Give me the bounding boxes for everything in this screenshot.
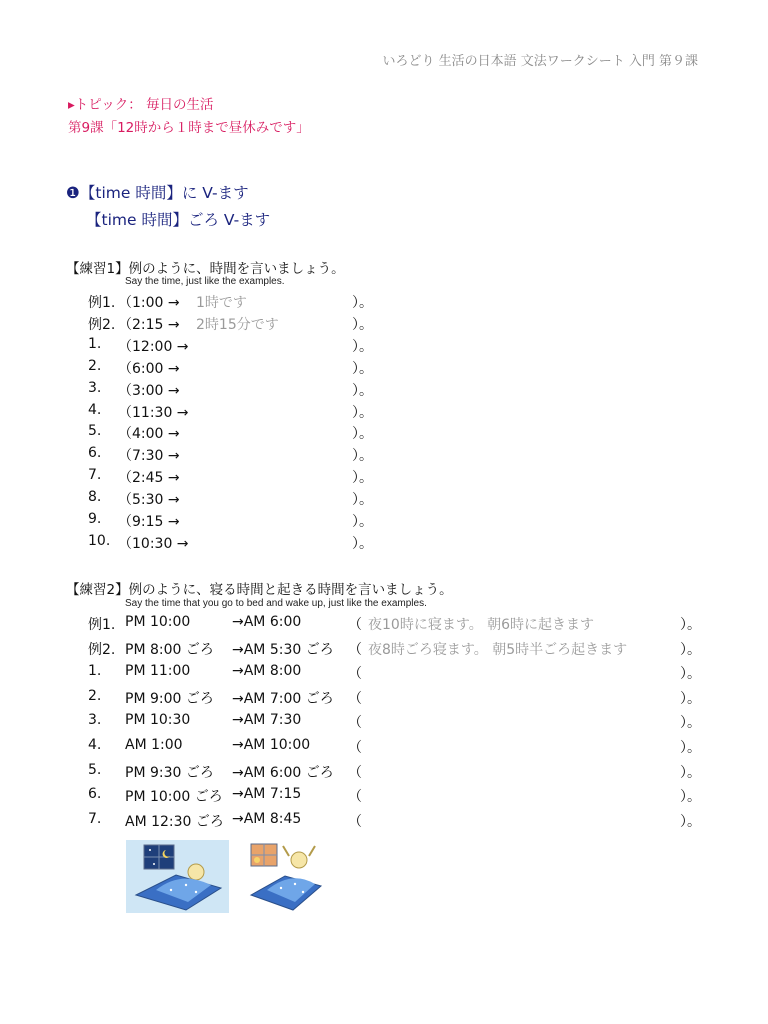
item-question: （12:00 → [118, 338, 189, 355]
list-item [88, 663, 708, 683]
item-number: 9. [88, 511, 102, 527]
bed-time: AM 1:00 [125, 737, 183, 753]
item-question: （10:30 → [118, 535, 189, 552]
list-item [88, 489, 378, 509]
item-number: 6. [88, 445, 102, 462]
pattern-line-1 [66, 181, 249, 203]
bed-time: AM 12:30 ごろ [125, 813, 224, 830]
item-open: （ [348, 813, 362, 830]
item-open: （ [348, 617, 362, 633]
item-question: （2:45 → [118, 470, 180, 487]
item-number: 3. [88, 379, 102, 396]
item-answer: 夜8時ごろ寝ます。 朝5時半ごろ起きます [368, 641, 628, 658]
wake-time: →AM 7:30 [232, 712, 302, 729]
item-number: 6. [88, 786, 102, 803]
item-question: （7:30 → [118, 448, 180, 465]
item-open: （ [348, 641, 362, 658]
item-number: 例2. [88, 641, 116, 658]
item-close: ）。 [352, 492, 373, 509]
item-question: （11:30 → [118, 404, 189, 421]
item-number: 7. [88, 467, 102, 484]
item-close: ）。 [680, 690, 701, 707]
item-question: （9:15 → [118, 514, 180, 530]
topic-line [68, 93, 214, 113]
item-close: ）。 [352, 535, 373, 552]
wake-time: →AM 7:00 ごろ [232, 690, 334, 707]
list-item [88, 737, 708, 757]
item-open: （ [348, 764, 362, 781]
item-number: 5. [88, 423, 102, 440]
item-number: 例1. [88, 295, 116, 311]
wake-time: →AM 8:00 [232, 663, 302, 680]
number-one-icon: ❶ [66, 184, 80, 202]
item-close: ）。 [352, 404, 373, 421]
exercise1-subtitle: Say the time, just like the examples. [125, 276, 285, 287]
item-question: （6:00 → [118, 360, 180, 377]
item-close: ）。 [680, 715, 701, 732]
item-open: （ [348, 690, 362, 707]
topic-value: 毎日の生活 [146, 97, 214, 113]
list-item [88, 314, 378, 334]
list-item [88, 423, 378, 443]
exercise2-title: 【練習2】例のように、寝る時間と起きる時間を言いましょう。 [66, 582, 453, 598]
item-close: ）。 [680, 764, 701, 781]
item-close: ）。 [680, 813, 701, 830]
list-item [88, 358, 378, 378]
list-item [88, 445, 378, 465]
waking-illustration [247, 840, 325, 913]
list-item [88, 639, 708, 659]
item-answer: 夜10時に寝ます。 朝6時に起きます [368, 617, 595, 633]
list-item [88, 786, 708, 806]
list-item [88, 467, 378, 487]
bed-time: PM 10:00 [125, 614, 191, 630]
item-number: 2. [88, 357, 102, 374]
wake-time: →AM 6:00 ごろ [232, 764, 334, 781]
item-number: 8. [88, 489, 102, 506]
bed-time: PM 8:00 ごろ [125, 641, 214, 658]
bed-time: PM 11:00 [125, 663, 191, 680]
item-number: 1. [88, 663, 102, 680]
sleeping-illustration [126, 840, 229, 913]
list-item [88, 336, 378, 356]
item-close: ）。 [680, 740, 701, 756]
item-close: ）。 [680, 617, 701, 633]
bed-time: PM 9:00 ごろ [125, 690, 214, 707]
item-open: （ [348, 789, 362, 806]
item-answer: 1時です [196, 295, 247, 311]
item-close: ）。 [680, 666, 701, 683]
wake-time: →AM 7:15 [232, 786, 302, 803]
item-number: 3. [88, 712, 102, 729]
item-question: （2:15 → [118, 316, 180, 333]
item-number: 例2. [88, 316, 116, 333]
exercise1-title: 【練習1】例のように、時間を言いましょう。 [66, 261, 345, 277]
list-item [88, 511, 378, 531]
list-item [88, 292, 378, 312]
item-number: 7. [88, 810, 102, 827]
sleeping-person-icon [126, 840, 229, 913]
list-item [88, 533, 378, 553]
pattern-line-2: 【time 時間】ごろ V-ます [86, 211, 271, 229]
list-item [88, 811, 708, 831]
item-number: 4. [88, 401, 102, 418]
exercise2-subtitle: Say the time that you go to bed and wake up, just like the examples. [125, 598, 427, 609]
wake-time: →AM 8:45 [232, 810, 302, 827]
bed-time: PM 9:30 ごろ [125, 764, 214, 781]
list-item [88, 762, 708, 782]
item-open: （ [348, 715, 362, 732]
item-close: ）。 [352, 426, 373, 443]
lesson-title: 第9課「12時から１時まで昼休みです」 [68, 120, 310, 136]
list-item [88, 712, 708, 732]
item-close: ）。 [680, 789, 701, 806]
item-close: ）。 [352, 338, 373, 355]
list-item [88, 614, 708, 634]
item-question: （1:00 → [118, 295, 180, 311]
list-item [88, 688, 708, 708]
bullet-icon: ▸ [68, 97, 75, 113]
list-item [88, 402, 378, 422]
item-close: ）。 [352, 360, 373, 377]
item-question: （4:00 → [118, 426, 180, 443]
waking-person-icon [247, 840, 325, 913]
item-close: ）。 [352, 382, 373, 399]
item-close: ）。 [352, 448, 373, 465]
topic-label: トピック： [74, 97, 142, 113]
item-close: ）。 [680, 641, 701, 658]
item-close: ）。 [352, 316, 373, 333]
bed-time: PM 10:00 ごろ [125, 789, 223, 806]
wake-time: →AM 10:00 [232, 737, 311, 753]
item-number: 1. [88, 335, 102, 352]
item-number: 5. [88, 761, 102, 778]
item-close: ）。 [352, 470, 373, 487]
item-question: （3:00 → [118, 382, 180, 399]
wake-time: →AM 6:00 [232, 614, 302, 630]
item-close: ）。 [352, 514, 373, 530]
wake-time: →AM 5:30 ごろ [232, 641, 334, 658]
bed-time: PM 10:30 [125, 712, 191, 729]
list-item [88, 380, 378, 400]
item-number: 2. [88, 687, 102, 704]
item-question: （5:30 → [118, 492, 180, 509]
item-number: 10. [88, 532, 111, 549]
item-open: （ [348, 666, 362, 683]
pattern-text-1: 【time 時間】に V-ます [79, 184, 249, 202]
item-open: （ [348, 740, 362, 756]
worksheet-header: いろどり 生活の日本語 文法ワークシート 入門 第９課 [382, 54, 698, 69]
item-close: ）。 [352, 295, 373, 311]
item-answer: 2時15分です [196, 316, 279, 333]
item-number: 例1. [88, 617, 116, 633]
item-number: 4. [88, 737, 102, 753]
